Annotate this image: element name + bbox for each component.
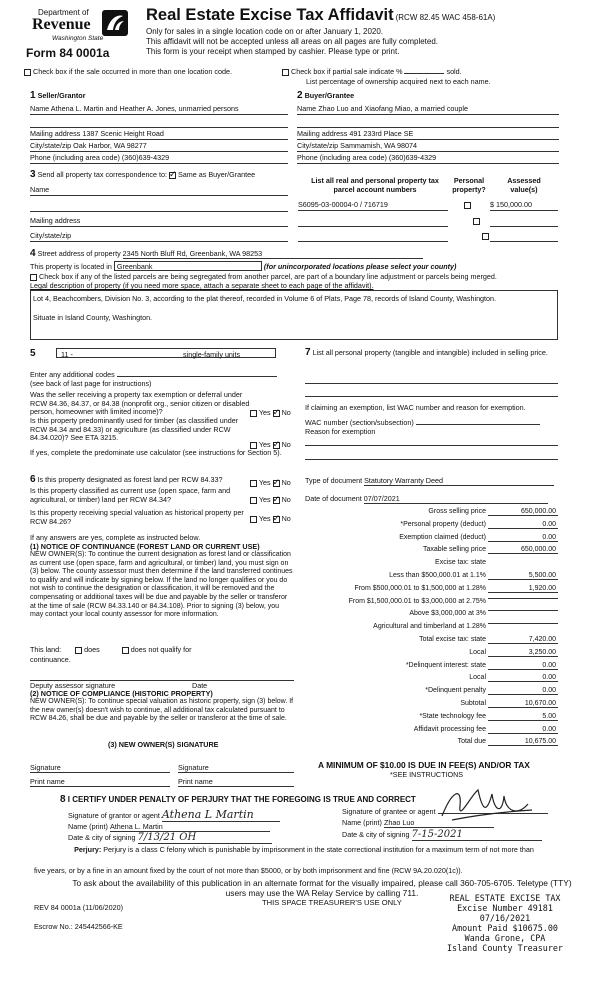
tax-row[interactable] xyxy=(300,597,558,609)
tax-row[interactable] xyxy=(300,545,558,557)
legal-desc-label: Legal description of property (if you need more space, attach a separate sheet to each page of the affidavit). xyxy=(30,281,374,290)
tax-corr-name-row2[interactable] xyxy=(30,201,288,212)
located-select[interactable]: Greenbank xyxy=(114,261,262,271)
section5-num: 5 xyxy=(30,348,36,359)
perjury-text: Perjury: Perjury is a class C felony which is punishable by imprisonment in the state correctional institution for a maximum term of not more than xyxy=(74,845,534,854)
tax-row-label: Subtotal xyxy=(460,700,486,707)
buyer-heading: 2 Buyer/Grantee xyxy=(297,90,355,101)
tax-corr-address-row[interactable]: Mailing address xyxy=(30,216,288,227)
forest-question: 6 Is this property designated as forest land per RCW 84.33? xyxy=(30,474,223,485)
wa-swoosh-icon xyxy=(102,10,128,36)
personal-property-checkbox-3[interactable] xyxy=(482,233,489,240)
notice2-heading: (2) NOTICE OF COMPLIANCE (HISTORIC PROPERTY) xyxy=(30,689,213,698)
exemption-yes-checkbox[interactable] xyxy=(250,410,257,417)
exemption-yes-no[interactable]: Yes ✓ No xyxy=(250,408,291,417)
exemption-no-checkbox[interactable] xyxy=(273,410,280,417)
assessed-row-2[interactable] xyxy=(490,216,558,227)
header-line1: Only for sales in a single location code on or after January 1, 2020. xyxy=(146,27,384,36)
grantee-date-value[interactable]: 7-15-2021 xyxy=(412,829,542,841)
form-number: Form 84 0001a xyxy=(26,46,110,60)
does-qualify-checkbox[interactable] xyxy=(75,647,82,654)
current-use-yes-checkbox[interactable] xyxy=(250,497,257,504)
perjury-text2: five years, or by a fine in an amount fixed by the court of not more than $5000, or by both imprisonment and fine (RCW 9A.20.020(1c)). xyxy=(34,866,463,875)
personal-property-checkbox-1[interactable] xyxy=(464,202,471,209)
parcel-row-2[interactable] xyxy=(298,216,448,227)
buyer-name-row2[interactable] xyxy=(297,117,559,128)
historic-question: Is this property receiving special valuation as historical property per RCW 84.26? xyxy=(30,508,244,526)
tax-row-amount[interactable]: 10,675.00 xyxy=(488,738,558,746)
tax-row-amount[interactable]: 0.00 xyxy=(488,534,558,542)
see-instructions-note: *SEE INSTRUCTIONS xyxy=(390,770,464,779)
partial-sale-checkbox[interactable] xyxy=(282,69,289,76)
deputy-sig-line[interactable]: Deputy assessor signature Date xyxy=(30,680,294,690)
tax-row[interactable] xyxy=(300,648,558,660)
dor-logo xyxy=(28,8,128,48)
timber-question: Is this property predominantly used for timber (as classified under RCW 84.34 and 84.33) or agriculture (as classified under RCW 84.34.020)? See ETA 3215. xyxy=(30,416,239,442)
tax-row-amount[interactable]: 3,250.00 xyxy=(488,649,558,657)
timber-yes-no[interactable]: Yes ✓ No xyxy=(250,440,291,449)
tax-row-label: Excise tax: state xyxy=(435,559,486,567)
revenue-label: Revenue xyxy=(32,16,91,33)
tax-row-amount[interactable]: 10,670.00 xyxy=(488,700,558,708)
tax-row-amount[interactable] xyxy=(488,623,558,624)
buyer-address-row[interactable]: Mailing address 491 233rd Place SE xyxy=(297,129,559,140)
seller-phone-row[interactable]: Phone (including area code) (360)639-4329 xyxy=(30,153,288,164)
current-use-question: Is this property classified as current use (open space, farm and agricultural, or timber) land per RCW 84.34? xyxy=(30,486,231,504)
buyer-city-value[interactable]: Sammamish, WA 98074 xyxy=(340,141,417,150)
header-line2: This affidavit will not be accepted unless all areas on all pages are fully completed. xyxy=(146,37,439,46)
notice2-body: NEW OWNER(S): To continue special valuation as historic property, sign (3) below. If the new owner(s) doesn't wish to continue, all additional tax calculated pursuant to RCW 84.26, shall be due and payable by the seller or transferor at the time of sale. xyxy=(30,698,294,723)
tax-row-amount[interactable]: 650,000.00 xyxy=(488,546,558,554)
assessed-row-3[interactable] xyxy=(490,231,558,242)
tax-row-label: Total excise tax: state xyxy=(419,636,486,643)
buyer-city-row[interactable]: City/state/zip Sammamish, WA 98074 xyxy=(297,141,559,152)
seller-phone-value[interactable]: (360)639-4329 xyxy=(121,153,170,162)
tax-row-amount[interactable]: 0.00 xyxy=(488,674,558,682)
tax-row-amount[interactable]: 650,000.00 xyxy=(488,508,558,516)
tax-corr-name-row[interactable]: Name xyxy=(30,185,288,196)
assessed-row-1[interactable]: $ 150,000.00 xyxy=(490,200,558,211)
certify-text: 8 I CERTIFY UNDER PENALTY OF PERJURY THAT THE FOREGOING IS TRUE AND CORRECT xyxy=(60,794,416,805)
tax-row-label: Taxable selling price xyxy=(422,546,486,554)
personal-property-line2[interactable] xyxy=(305,387,558,397)
tax-row[interactable] xyxy=(300,622,558,634)
tax-row-amount[interactable] xyxy=(488,610,558,611)
partial-pct-field[interactable] xyxy=(404,67,444,74)
continuance-label: continuance. xyxy=(30,655,71,664)
tax-row-amount[interactable]: 5,500.00 xyxy=(488,572,558,580)
tax-row[interactable] xyxy=(300,673,558,685)
title-text: Real Estate Excise Tax Affidavit xyxy=(146,6,394,24)
reason-label: Reason for exemption xyxy=(305,427,376,436)
multi-location-check[interactable]: Check box if the sale occurred in more than one location code. xyxy=(24,67,232,76)
relay-text: To ask about the availability of this publication in an alternate format for the visually impaired, please call 360-705-6705. Teletype (TTY) users may use the WA Relay Service by calling 711. xyxy=(72,878,572,898)
seller-city-value[interactable]: Oak Harbor, WA 98277 xyxy=(73,141,147,150)
tax-row[interactable] xyxy=(300,699,558,711)
tax-row[interactable] xyxy=(300,661,558,673)
forest-no-checkbox[interactable] xyxy=(273,480,280,487)
state-label: Washington State xyxy=(52,35,104,42)
list-percentage-note: List percentage of ownership acquired next to each name. xyxy=(306,77,491,86)
tax-row-label: Total due xyxy=(457,738,486,746)
personal-property-checkbox-2[interactable] xyxy=(473,218,480,225)
dept-label: Department of xyxy=(38,8,89,17)
street-address-row[interactable]: 4 Street address of property 2345 North Bluff Rd, Greenbank, WA 98253 xyxy=(30,248,423,259)
tax-row[interactable] xyxy=(300,725,558,737)
reason-line2[interactable] xyxy=(305,450,558,460)
buyer-name-value[interactable]: Zhao Luo and Xiaofang Miao, a married couple xyxy=(318,104,469,113)
tax-row-amount[interactable]: 0.00 xyxy=(488,662,558,670)
tax-row[interactable] xyxy=(300,533,558,545)
escrow-number: Escrow No.: 245442566-KE xyxy=(34,922,123,931)
tax-row-label: Local xyxy=(469,674,486,682)
tax-row[interactable] xyxy=(300,571,558,583)
tax-row[interactable] xyxy=(300,686,558,698)
form-title xyxy=(146,6,495,25)
historic-no-checkbox[interactable] xyxy=(273,516,280,523)
multi-location-checkbox[interactable] xyxy=(24,69,31,76)
buyer-name-row[interactable]: Name Zhao Luo and Xiaofang Miao, a married couple xyxy=(297,104,559,115)
if-any-note: If any answers are yes, complete as instructed below. xyxy=(30,533,201,542)
rcw-text: (RCW 82.45 WAC 458-61A) xyxy=(395,13,496,22)
segregate-checkbox[interactable] xyxy=(30,274,37,281)
parcel-col-header: List all real and personal property tax parcel account numbers xyxy=(311,176,439,194)
legal-description-box[interactable]: Lot 4, Beachcombers, Division No. 3, according to the plat thereof, recorded in Volume 6 of Plats, Page 78, records of Island County, Washington. Situate in Island County, Washington. xyxy=(30,290,558,340)
does-not-qualify-checkbox[interactable] xyxy=(122,647,129,654)
minimum-due-note: A MINIMUM OF $10.00 IS DUE IN FEE(S) AND/OR TAX xyxy=(318,760,530,770)
exemption-question: Was the seller receiving a property tax exemption or deferral under RCW 84.36, 84.37, or 84.38 (nonprofit org., senior citizen or disabled person, homeowner with limited income)? xyxy=(30,390,250,416)
seller-heading: 1 Seller/Grantor xyxy=(30,90,86,101)
buyer-phone-value[interactable]: (360)639-4329 xyxy=(388,153,437,162)
forest-yes-no[interactable]: Yes ✓ No xyxy=(250,478,291,487)
seller-city-row[interactable]: City/state/zip Oak Harbor, WA 98277 xyxy=(30,141,288,152)
grantee-sig-row[interactable]: Signature of grantee or agent xyxy=(342,806,548,816)
partial-sale-check[interactable]: Check box if partial sale indicate % sold. xyxy=(282,67,462,76)
tax-row-label: From $500,000.01 to $1,500,000 at 1.28% xyxy=(354,584,486,592)
tax-row[interactable] xyxy=(300,584,558,596)
tax-row-label: Exemption claimed (deduct) xyxy=(399,533,486,541)
tax-row-label: Affidavit processing fee xyxy=(413,725,486,733)
grantor-sig-row[interactable]: Signature of grantor or agent Athena L Martin xyxy=(68,808,280,822)
tax-row[interactable] xyxy=(300,737,558,749)
seller-name-row[interactable]: Name Athena L. Martin and Heather A. Jones, unmarried persons xyxy=(30,104,288,115)
tax-row-amount[interactable]: 0.00 xyxy=(488,521,558,529)
current-use-no-checkbox[interactable] xyxy=(273,497,280,504)
wac-row[interactable]: WAC number (section/subsection) xyxy=(305,418,540,427)
buyer-address-value[interactable]: 491 233rd Place SE xyxy=(349,129,414,138)
grantor-date-row[interactable]: Date & city of signing 7/13/21 OH xyxy=(68,832,272,844)
parcel-row-3[interactable] xyxy=(298,231,448,242)
notice3-heading: (3) NEW OWNER(S) SIGNATURE xyxy=(108,740,219,749)
tax-row-amount[interactable]: 1,920.00 xyxy=(488,585,558,593)
doc-date-row[interactable]: Date of document 07/07/2021 xyxy=(305,494,548,504)
historic-yes-no[interactable]: Yes ✓ No xyxy=(250,514,291,523)
tax-row-label: *State technology fee xyxy=(419,712,486,720)
tax-row-amount[interactable] xyxy=(488,598,558,599)
buyer-phone-row[interactable]: Phone (including area code) (360)639-4329 xyxy=(297,153,559,164)
reason-line1[interactable] xyxy=(305,436,558,446)
assessed-col-header: Assessed value(s) xyxy=(507,176,541,194)
section3-heading: 3 Send all property tax correspondence to: ✓ Same as Buyer/Grantee xyxy=(30,169,255,180)
tax-row[interactable] xyxy=(300,609,558,621)
see-back-note: (see back of last page for instructions) xyxy=(30,379,152,388)
personal-prop-col-header: Personal property? xyxy=(452,176,486,194)
notice1-heading: (1) NOTICE OF CONTINUANCE (FOREST LAND OR CURRENT USE) xyxy=(30,542,260,551)
header-line3: This form is your receipt when stamped by cashier. Please type or print. xyxy=(146,47,400,56)
personal-property-text: 7 List all personal property (tangible and intangible) included in selling price. xyxy=(305,347,548,358)
segregate-check[interactable]: Check box if any of the listed parcels are being segregated from another parcel, are part of a boundary line adjustment or parcels being merged. xyxy=(30,272,497,281)
doc-type-row[interactable]: Type of document Statutory Warranty Deed xyxy=(305,476,554,486)
tax-corr-city-row[interactable]: City/state/zip xyxy=(30,231,288,242)
claim-exemption-text: If claiming an exemption, list WAC number and reason for exemption. xyxy=(305,403,526,412)
tax-row-amount[interactable]: 0.00 xyxy=(488,687,558,695)
notice1-body: NEW OWNER(S): To continue the current designation as forest land or classification as current use (open space, farm and agricultural, or timber) land, you must sign on (3) below. The county assessor must then determine if the land transferred continues to qualify and will indicate by signing below. If the land no longer qualifies or you do not wish to continue the designation or classification, it will be removed and the compensating or additional taxes will be due and payable by the seller or transferor at the time of sale (RCW 84.33.140 or 84.34.108). Prior to signing (3) below, you may contact your local county assessor for more information. xyxy=(30,551,293,619)
same-as-buyer-checkbox[interactable] xyxy=(169,172,176,179)
tax-row[interactable] xyxy=(300,635,558,647)
tax-row-amount[interactable]: 7,420.00 xyxy=(488,636,558,644)
land-use-code-select[interactable]: 11 - single-family units xyxy=(56,348,276,358)
grantor-date-value[interactable]: 7/13/21 OH xyxy=(138,832,272,844)
this-land-row[interactable]: This land: does does not qualify for xyxy=(30,645,192,654)
tax-row-label: *Delinquent interest: state xyxy=(405,661,486,669)
grantor-signature[interactable]: Athena L Martin xyxy=(162,808,280,822)
seller-address-value[interactable]: 1387 Scenic Height Road xyxy=(82,129,164,138)
grantee-name-row[interactable]: Name (print) Zhao Luo xyxy=(342,818,494,828)
personal-property-line1[interactable] xyxy=(305,374,558,384)
tax-row-label: Above $3,000,000 at 3% xyxy=(409,610,486,618)
tax-row-label: *Personal property (deduct) xyxy=(400,520,486,528)
historic-yes-checkbox[interactable] xyxy=(250,516,257,523)
treasurer-use-label: THIS SPACE TREASURER'S USE ONLY xyxy=(262,898,402,907)
seller-name-value[interactable]: Athena L. Martin and Heather A. Jones, unmarried persons xyxy=(50,104,239,113)
rev-number: REV 84 0001a (11/06/2020) xyxy=(34,903,123,912)
grantee-date-row[interactable]: Date & city of signing 7-15-2021 xyxy=(342,829,542,841)
tax-row-label: Less than $500,000.01 at 1.1% xyxy=(389,572,486,579)
tax-row[interactable] xyxy=(300,712,558,724)
tax-row-label: Gross selling price xyxy=(428,508,486,515)
tax-row-amount[interactable]: 5.00 xyxy=(488,713,558,721)
tax-row-label: From $1,500,000.01 to $3,000,000 at 2.75% xyxy=(348,597,486,605)
parcel-row-1[interactable]: S6095-03-00004-0 / 716719 xyxy=(298,200,448,211)
forest-yes-checkbox[interactable] xyxy=(250,480,257,487)
additional-codes-row[interactable]: Enter any additional codes xyxy=(30,370,277,379)
tax-row[interactable] xyxy=(300,558,558,570)
doc-date-value[interactable]: 07/07/2021 xyxy=(364,494,548,504)
located-row[interactable]: This property is located in Greenbank (for unincorporated locations please select your county) xyxy=(30,262,457,271)
tax-row-label: Local xyxy=(469,648,486,656)
tax-row[interactable] xyxy=(300,520,558,532)
grantee-name-value[interactable]: Zhao Luo xyxy=(384,818,494,828)
seller-name-row2[interactable] xyxy=(30,117,288,128)
treasurer-stamp: REAL ESTATE EXCISE TAX Excise Number 49181 07/16/2021 Amount Paid $10675.00 Wanda Grone, CPA Island County Treasurer xyxy=(447,893,563,953)
seller-address-row[interactable]: Mailing address 1387 Scenic Height Road xyxy=(30,129,288,140)
tax-row-label: Agricultural and timberland at 1.28% xyxy=(373,623,486,631)
tax-row-amount[interactable]: 0.00 xyxy=(488,726,558,734)
street-address-value[interactable]: 2345 North Bluff Rd, Greenbank, WA 98253 xyxy=(123,249,423,259)
grantor-name-value[interactable]: Athena L. Martin xyxy=(110,822,270,832)
tax-row-label: *Delinquent penalty xyxy=(425,687,486,695)
tax-row[interactable] xyxy=(300,507,558,519)
predominate-use-note: If yes, complete the predominate use calculator (see instructions for Section 5). xyxy=(30,448,282,457)
doc-type-value[interactable]: Statutory Warranty Deed xyxy=(364,476,554,486)
current-use-yes-no[interactable]: Yes ✓ No xyxy=(250,495,291,504)
grantor-name-row[interactable]: Name (print) Athena L. Martin xyxy=(68,822,270,832)
